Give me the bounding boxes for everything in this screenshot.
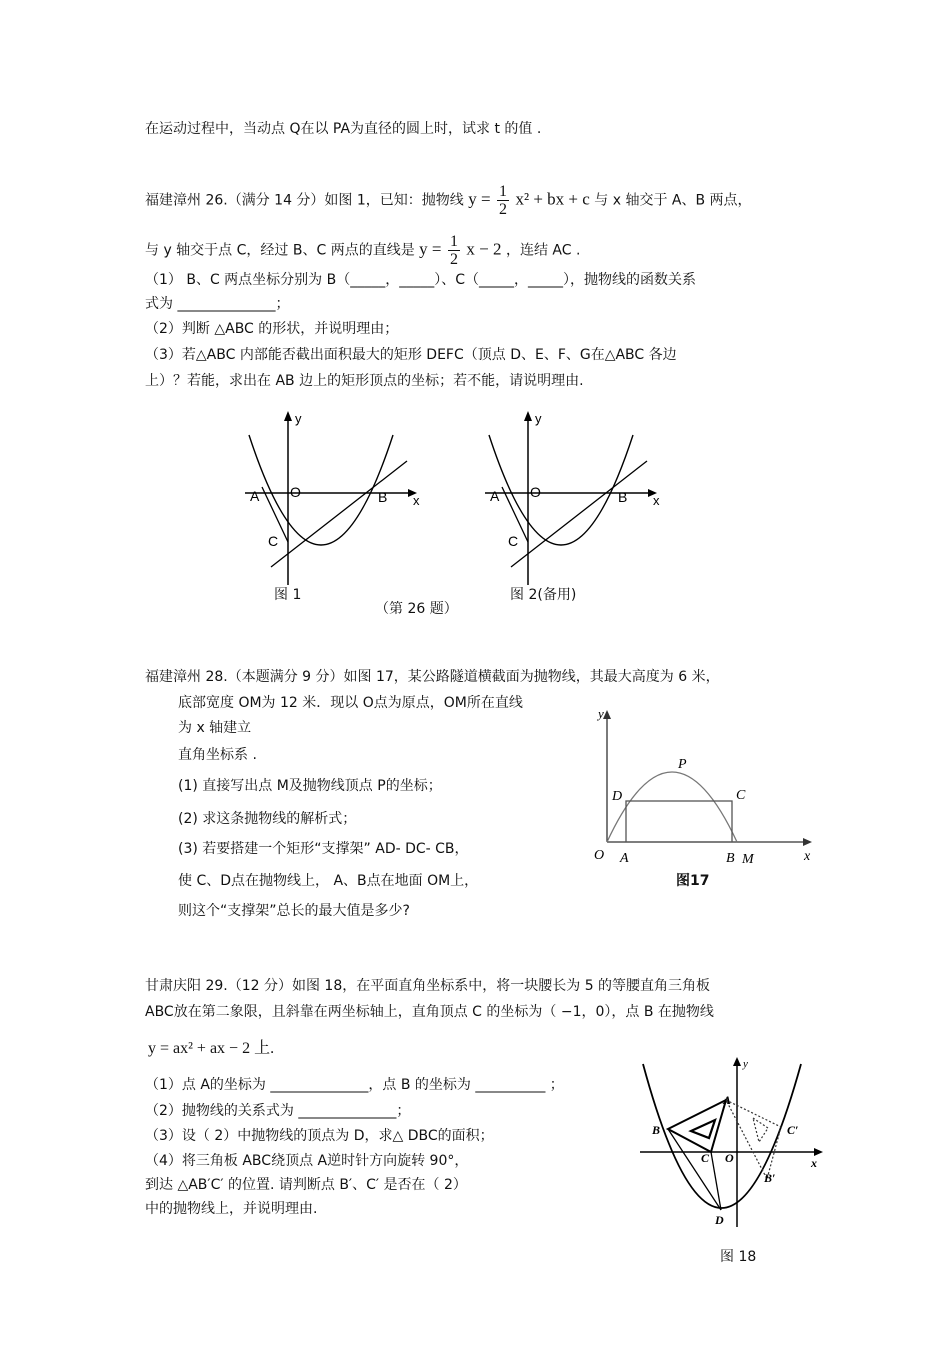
parabola xyxy=(643,1064,801,1208)
label-b: B xyxy=(618,489,628,505)
support-rectangle xyxy=(626,801,732,842)
y-axis-arrow-icon xyxy=(284,411,292,421)
label-o: O xyxy=(290,484,301,500)
intro-line: 在运动过程中，当动点 Q在以 PA为直径的圆上时，试求 t 的值 . xyxy=(145,121,542,137)
p26-q1b: 式为 ______________； xyxy=(145,296,290,312)
p26-line2-a: 与 y 轴交于点 C，经过 B、C 两点的直线是 xyxy=(145,242,415,259)
label-y: y xyxy=(743,1058,748,1070)
p26-line-eq-rest: x − 2 xyxy=(466,239,502,259)
p28-q3: (3) 若要搭建一个矩形“支撑架” AD- DC- CB， xyxy=(178,841,469,857)
label-d: D xyxy=(715,1213,724,1227)
triangle-abc xyxy=(668,1100,726,1152)
label-a: A xyxy=(250,488,260,504)
p28-l1: 底部宽度 OM为 12 米．现以 O点为原点，OM所在直线 xyxy=(178,695,523,711)
triangle-ab-c-rotated xyxy=(726,1100,781,1179)
p26-header-a: 福建漳州 26.（满分 14 分）如图 1，已知：抛物线 xyxy=(145,192,464,209)
line-bc xyxy=(511,461,647,567)
label-b: B xyxy=(652,1123,661,1137)
x-axis-arrow-icon xyxy=(814,1148,823,1156)
label-c: C xyxy=(508,533,519,549)
label-a: A xyxy=(723,1093,732,1107)
label-c: C xyxy=(736,788,746,803)
y-axis-arrow-icon xyxy=(524,411,532,421)
p28-l2: 为 x 轴建立 xyxy=(178,720,252,736)
p29-q4: （4）将三角板 ABC绕顶点 A逆时针方向旋转 90°， xyxy=(145,1153,469,1169)
label-a: A xyxy=(490,488,500,504)
p26-eq-num: 1 xyxy=(499,183,508,200)
label-d: D xyxy=(612,789,623,804)
p26-eq-y: y = xyxy=(468,189,491,209)
label-m: M xyxy=(742,852,754,867)
p29-q1: （1）点 A的坐标为 ______________，点 B 的坐标为 __________ ； xyxy=(145,1077,564,1093)
p29-eq: y = ax² + ax − 2 上. xyxy=(148,1040,275,1057)
p26-line-eq-frac xyxy=(448,233,460,268)
p29-header: 甘肃庆阳 29.（12 分）如图 18，在平面直角坐标系中，将一块腰长为 5 的等腰直角三角板 xyxy=(145,978,711,994)
p26-header xyxy=(145,183,752,218)
label-y: y xyxy=(295,411,302,426)
p29-q2: （2）抛物线的关系式为 ______________； xyxy=(145,1103,411,1119)
p28-l3: 直角坐标系 . xyxy=(178,747,257,763)
label-o: O xyxy=(594,848,605,863)
p26-q3: （3）若△ABC 内部能否截出面积最大的矩形 DEFC（顶点 D、E、F、G在△ABC 各边 xyxy=(145,347,677,363)
line-bd xyxy=(668,1129,721,1210)
p28-q1: (1) 直接写出点 M及抛物线顶点 P的坐标； xyxy=(178,778,442,794)
p26-figure-2 xyxy=(475,405,670,590)
p26-q2: （2）判断 △ABC 的形状，并说明理由； xyxy=(145,321,399,337)
label-b: B xyxy=(726,851,735,866)
p28-q3c: 则这个“支撑架”总长的最大值是多少? xyxy=(178,903,410,919)
p26-line-eq-num: 1 xyxy=(449,233,458,250)
label-c: C xyxy=(268,533,279,549)
label-c-prime: C′ xyxy=(787,1123,799,1137)
y-axis-arrow-icon xyxy=(603,710,611,719)
p26-line-eq-den: 2 xyxy=(449,251,458,268)
p26-line-eq-y: y = xyxy=(419,239,442,259)
triangle-abc-cutout xyxy=(691,1120,715,1138)
p29-q3: （3）设（ 2）中抛物线的顶点为 D，求△ DBC的面积； xyxy=(145,1128,494,1144)
label-x: x xyxy=(653,493,660,508)
label-x: x xyxy=(804,849,811,864)
label-a: A xyxy=(620,851,629,866)
p29-q4b: 到达 △AB′C′ 的位置. 请判断点 B′、C′ 是否在（ 2） xyxy=(145,1177,467,1193)
p26-caption: （第 26 题） xyxy=(375,601,458,617)
p26-q1: （1） B、C 两点坐标分别为 B（_____，_____）、C（_____，_____），抛物线的函数关系 xyxy=(145,272,697,288)
label-y: y xyxy=(598,706,604,721)
label-o: O xyxy=(725,1151,734,1165)
p29-figure-18 xyxy=(635,1052,835,1232)
label-x: x xyxy=(811,1156,817,1170)
p29-q4c: 中的抛物线上，并说明理由. xyxy=(145,1201,318,1217)
label-y: y xyxy=(535,411,542,426)
y-axis-arrow-icon xyxy=(733,1057,741,1066)
p29-l1: ABC放在第二象限，且斜靠在两坐标轴上，直角顶点 C 的坐标为（ −1，0），点 B 在抛物线 xyxy=(145,1004,714,1020)
p26-figure-1 xyxy=(235,405,430,590)
label-o: O xyxy=(530,484,541,500)
label-b: B xyxy=(378,489,388,505)
label-x: x xyxy=(413,493,420,508)
p26-eq-rest: x² + bx + c xyxy=(515,189,590,209)
label-c: C xyxy=(701,1151,710,1165)
p28-header: 福建漳州 28.（本题满分 9 分）如图 17，某公路隧道横截面为抛物线，其最大高度为 6 米， xyxy=(145,669,720,685)
p28-q3b: 使 C、D点在抛物线上， A、B点在地面 OM上， xyxy=(178,873,479,889)
p29-fig-caption: 图 18 xyxy=(720,1249,757,1265)
p26-q3b: 上）？若能，求出在 AB 边上的矩形顶点的坐标；若不能，请说明理由. xyxy=(145,373,584,389)
triangle-rotated-cutout xyxy=(753,1118,768,1142)
p26-fig1-caption: 图 1 xyxy=(274,587,302,603)
p28-fig-caption: 图17 xyxy=(676,873,710,889)
line-bc xyxy=(271,461,407,567)
label-b-prime: B′ xyxy=(764,1171,776,1185)
p28-q2: (2) 求这条抛物线的解析式； xyxy=(178,811,357,827)
p26-line2 xyxy=(145,233,580,268)
p26-header-b: 与 x 轴交于 A、B 两点， xyxy=(594,192,752,209)
p26-eq-den: 2 xyxy=(499,201,508,218)
x-axis-arrow-icon xyxy=(803,838,812,846)
p26-line2-b: ，连结 AC . xyxy=(505,242,581,259)
p26-eq-frac xyxy=(497,183,509,218)
p26-fig2-caption: 图 2(备用) xyxy=(510,587,577,603)
p28-figure-17 xyxy=(590,700,825,890)
label-p: P xyxy=(678,757,687,772)
